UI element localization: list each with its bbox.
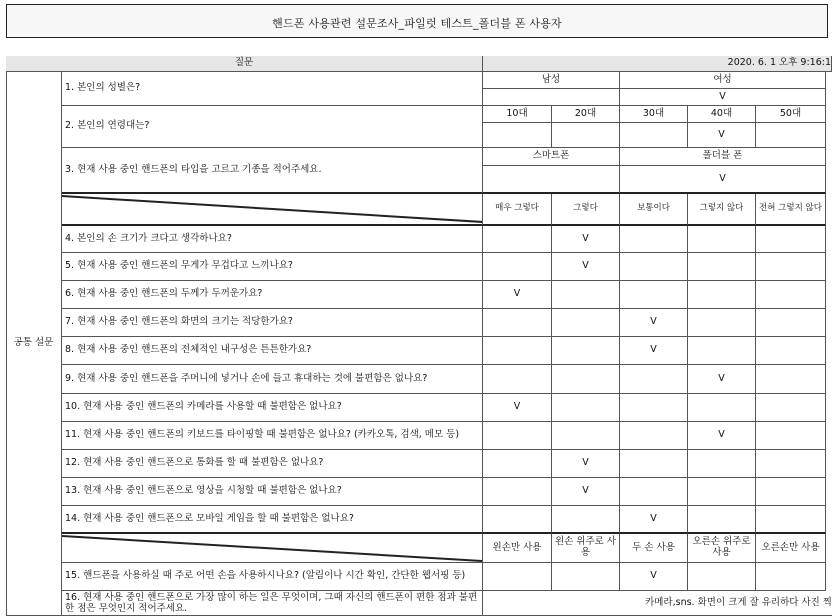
- likert-answer-cell[interactable]: [483, 478, 552, 506]
- likert-answer-cell[interactable]: [756, 506, 826, 534]
- q1-answer-female[interactable]: V: [620, 89, 826, 106]
- question-2: 2. 본인의 연령대는?: [62, 106, 483, 148]
- likert-answer-cell[interactable]: [620, 365, 688, 394]
- q15-option: 오른손 위주로 사용: [688, 534, 756, 563]
- likert-answer-cell[interactable]: [620, 450, 688, 478]
- likert-answer-cell[interactable]: V: [483, 394, 552, 422]
- likert-question: 5. 현재 사용 중인 핸드폰의 무게가 무겁다고 느끼나요?: [62, 253, 483, 281]
- question-column-header: 질문: [6, 56, 483, 72]
- q16-answer[interactable]: 카메라,sns. 화면이 크게 잘 유리하다 사진 찍: [483, 591, 832, 616]
- q3-answer-smartphone[interactable]: [483, 166, 620, 194]
- likert-answer-cell[interactable]: V: [688, 365, 756, 394]
- likert-answer-cell[interactable]: [688, 253, 756, 281]
- survey-title: 핸드폰 사용관련 설문조사_파일럿 테스트_폴더블 폰 사용자: [272, 17, 562, 30]
- q2-answer-cell[interactable]: [756, 123, 826, 148]
- likert-answer-cell[interactable]: [483, 337, 552, 365]
- likert-answer-cell[interactable]: [756, 309, 826, 337]
- likert-answer-cell[interactable]: [688, 394, 756, 422]
- likert-answer-cell[interactable]: [552, 281, 620, 309]
- likert-answer-cell[interactable]: [688, 337, 756, 365]
- likert-question: 12. 현재 사용 중인 핸드폰으로 통화를 할 때 불편함은 없나요?: [62, 450, 483, 478]
- likert-answer-cell[interactable]: [552, 394, 620, 422]
- likert-answer-cell[interactable]: V: [552, 226, 620, 253]
- likert-answer-cell[interactable]: [688, 506, 756, 534]
- q15-option: 왼손만 사용: [483, 534, 552, 563]
- likert-answer-cell[interactable]: [756, 394, 826, 422]
- likert-answer-cell[interactable]: [483, 450, 552, 478]
- likert-answer-cell[interactable]: [756, 281, 826, 309]
- q2-answer-cell[interactable]: [552, 123, 620, 148]
- likert-question: 9. 현재 사용 중인 핸드폰을 주머니에 넣거나 손에 들고 휴대하는 것에 불편함은 없나요?: [62, 365, 483, 394]
- q2-option: 30대: [620, 106, 688, 123]
- likert-answer-cell[interactable]: [620, 422, 688, 450]
- likert-question: 4. 본인의 손 크기가 크다고 생각하나요?: [62, 226, 483, 253]
- q15-answer-cell[interactable]: V: [620, 563, 688, 591]
- likert-answer-cell[interactable]: [620, 253, 688, 281]
- diagonal-line: [62, 534, 483, 563]
- q3-answer-foldable[interactable]: V: [620, 166, 826, 194]
- q2-answer-cell[interactable]: [620, 123, 688, 148]
- scale-header: 매우 그렇다: [483, 194, 552, 226]
- question-1: 1. 본인의 성별은?: [62, 72, 483, 106]
- likert-answer-cell[interactable]: [620, 281, 688, 309]
- q1-option-female: 여성: [620, 72, 826, 89]
- scale-header: 보통이다: [620, 194, 688, 226]
- likert-answer-cell[interactable]: [483, 309, 552, 337]
- likert-answer-cell[interactable]: V: [620, 309, 688, 337]
- q3-option-foldable: 폴더블 폰: [620, 148, 826, 166]
- q3-option-smartphone: 스마트폰: [483, 148, 620, 166]
- likert-answer-cell[interactable]: V: [483, 281, 552, 309]
- likert-answer-cell[interactable]: V: [552, 478, 620, 506]
- likert-question: 7. 현재 사용 중인 핸드폰의 화면의 크기는 적당한가요?: [62, 309, 483, 337]
- likert-answer-cell[interactable]: [688, 478, 756, 506]
- likert-answer-cell[interactable]: [483, 226, 552, 253]
- q15-option: 왼손 위주로 사용: [552, 534, 620, 563]
- likert-answer-cell[interactable]: [483, 506, 552, 534]
- question-15: 15. 핸드폰을 사용하실 때 주로 어떤 손을 사용하시나요? (알림이나 시간 확인, 간단한 웹서핑 등): [62, 563, 483, 591]
- q15-answer-cell[interactable]: [756, 563, 826, 591]
- question-16: 16. 현재 사용 중인 핸드폰으로 가장 많이 하는 일은 무엇이며, 그때 자신의 핸드폰이 편한 점과 불편한 점은 무엇인지 적어주세요.: [62, 591, 483, 616]
- q15-answer-cell[interactable]: [483, 563, 552, 591]
- diagonal-header-cell: [62, 194, 483, 226]
- likert-answer-cell[interactable]: [756, 450, 826, 478]
- q1-answer-male[interactable]: [483, 89, 620, 106]
- likert-question: 8. 현재 사용 중인 핸드폰의 전체적인 내구성은 튼튼한가요?: [62, 337, 483, 365]
- q15-diagonal-cell: [62, 534, 483, 563]
- likert-question: 14. 현재 사용 중인 핸드폰으로 모바일 게임을 할 때 불편함은 없나요?: [62, 506, 483, 534]
- likert-question: 6. 현재 사용 중인 핸드폰의 두께가 두꺼운가요?: [62, 281, 483, 309]
- likert-answer-cell[interactable]: [483, 253, 552, 281]
- likert-answer-cell[interactable]: [756, 422, 826, 450]
- likert-answer-cell[interactable]: [552, 506, 620, 534]
- likert-answer-cell[interactable]: [552, 309, 620, 337]
- likert-answer-cell[interactable]: [552, 422, 620, 450]
- datetime-header: 2020. 6. 1 오후 9:16:1: [483, 56, 832, 72]
- q2-option: 40대: [688, 106, 756, 123]
- q1-option-male: 남성: [483, 72, 620, 89]
- diagonal-line: [62, 194, 483, 224]
- q2-option: 20대: [552, 106, 620, 123]
- likert-answer-cell[interactable]: [688, 309, 756, 337]
- q15-option: 두 손 사용: [620, 534, 688, 563]
- q2-answer-cell[interactable]: V: [688, 123, 756, 148]
- likert-answer-cell[interactable]: [688, 226, 756, 253]
- likert-question: 11. 현재 사용 중인 핸드폰의 키보드를 타이핑할 때 불편함은 없나요? (카카오톡, 검색, 메모 등): [62, 422, 483, 450]
- likert-answer-cell[interactable]: [688, 281, 756, 309]
- likert-answer-cell[interactable]: [552, 365, 620, 394]
- q2-answer-cell[interactable]: [483, 123, 552, 148]
- likert-answer-cell[interactable]: [756, 337, 826, 365]
- likert-answer-cell[interactable]: [756, 478, 826, 506]
- likert-answer-cell[interactable]: [483, 365, 552, 394]
- scale-header: 그렇지 않다: [688, 194, 756, 226]
- section-label: 공통 설문: [6, 72, 62, 616]
- likert-answer-cell[interactable]: V: [552, 450, 620, 478]
- scale-header: 그렇다: [552, 194, 620, 226]
- likert-answer-cell[interactable]: V: [620, 506, 688, 534]
- likert-answer-cell[interactable]: V: [620, 337, 688, 365]
- likert-answer-cell[interactable]: V: [552, 253, 620, 281]
- likert-answer-cell[interactable]: [756, 253, 826, 281]
- likert-answer-cell[interactable]: [483, 422, 552, 450]
- likert-answer-cell[interactable]: [552, 337, 620, 365]
- q2-option: 10대: [483, 106, 552, 123]
- likert-answer-cell[interactable]: [688, 450, 756, 478]
- likert-answer-cell[interactable]: [756, 365, 826, 394]
- likert-question: 10. 현재 사용 중인 핸드폰의 카메라를 사용할 때 불편함은 없나요?: [62, 394, 483, 422]
- q2-option: 50대: [756, 106, 826, 123]
- likert-question: 13. 현재 사용 중인 핸드폰으로 영상을 시청할 때 불편함은 없나요?: [62, 478, 483, 506]
- q15-answer-cell[interactable]: [552, 563, 620, 591]
- likert-answer-cell[interactable]: [620, 226, 688, 253]
- likert-answer-cell[interactable]: [620, 478, 688, 506]
- question-3: 3. 현재 사용 중인 핸드폰의 타입을 고르고 기종을 적어주세요.: [62, 148, 483, 194]
- q15-option: 오른손만 사용: [756, 534, 826, 563]
- scale-header: 전혀 그렇지 않다: [756, 194, 826, 226]
- likert-answer-cell[interactable]: [620, 394, 688, 422]
- likert-answer-cell[interactable]: V: [688, 422, 756, 450]
- likert-answer-cell[interactable]: [756, 226, 826, 253]
- q15-answer-cell[interactable]: [688, 563, 756, 591]
